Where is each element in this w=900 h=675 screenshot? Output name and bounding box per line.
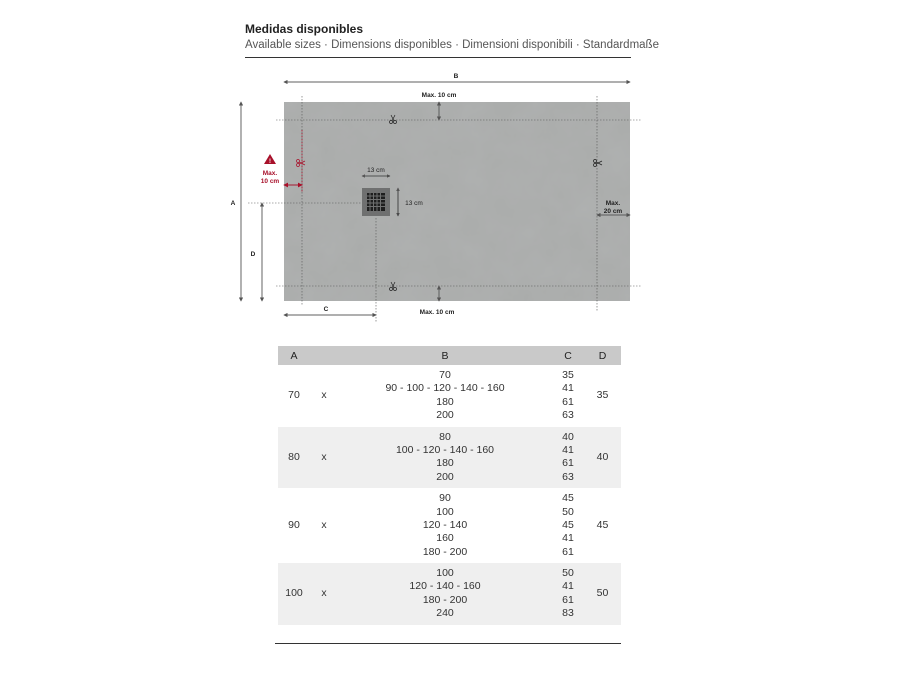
cell-b-list — [338, 365, 552, 427]
table-row — [278, 563, 621, 625]
dimension-a — [231, 102, 241, 301]
cell-b-value: 160 — [436, 532, 454, 545]
cell-c-value: 40 — [562, 430, 574, 443]
cell-x: x — [310, 563, 338, 625]
cell-b-value: 90 - 100 - 120 - 140 - 160 — [385, 382, 505, 395]
table-row — [278, 427, 621, 489]
page-subtitle: Available sizes · Dimensions disponibles · Dimensioni disponibili · Standardmaße — [245, 39, 659, 51]
cell-b-value: 70 — [439, 369, 451, 381]
cell-c-value: 50 — [562, 505, 574, 518]
header-a: A — [278, 346, 310, 365]
table-header — [278, 346, 621, 365]
cell-c-value: 63 — [562, 409, 574, 422]
table-row — [278, 365, 621, 427]
cell-c-value: 41 — [562, 382, 574, 395]
cell-c-value: 61 — [562, 545, 574, 558]
cell-b-value: 120 - 140 — [422, 518, 468, 531]
cell-d: 45 — [596, 518, 609, 531]
cell-c-list — [552, 563, 584, 625]
cell-d: 35 — [596, 389, 609, 402]
cell-b-value: 200 — [436, 470, 454, 483]
cell-a: 90 — [288, 518, 300, 531]
max-right-label-1: Max. — [605, 200, 621, 207]
cell-c-value: 61 — [562, 593, 574, 606]
label-a: A — [230, 200, 236, 207]
cell-c-list — [552, 488, 584, 563]
cell-b-value: 90 — [439, 492, 451, 505]
cell-b-value: 80 — [439, 430, 451, 443]
header-b: B — [338, 346, 552, 365]
label-b: B — [453, 73, 459, 80]
cell-x: x — [321, 389, 327, 402]
cell-c-value: 61 — [562, 395, 574, 408]
max-left-label-1: Max. — [262, 170, 278, 177]
cell-b-list — [338, 563, 552, 625]
cell-b-value: 100 - 120 - 140 - 160 — [395, 443, 495, 456]
cell-x: x — [321, 518, 327, 531]
cell-d: 40 — [584, 427, 621, 489]
cell-c-value: 41 — [562, 443, 574, 456]
label-d: D — [250, 251, 256, 258]
cell-a: 70 — [288, 389, 300, 402]
cell-c-value: 45 — [562, 492, 574, 505]
cell-c-value: 41 — [562, 580, 574, 593]
header-d: D — [584, 346, 621, 365]
max-bottom-label: Max. 10 cm — [419, 309, 455, 316]
cell-b-value: 180 - 200 — [422, 593, 468, 606]
label-c: C — [323, 306, 329, 313]
cell-b-value: 180 — [436, 457, 454, 470]
table-bottom-rule — [275, 643, 621, 644]
cell-c-value: 61 — [562, 457, 574, 470]
dimension-b — [284, 73, 630, 82]
cell-b-value: 100 — [436, 567, 454, 580]
cell-a: 100 — [278, 563, 310, 625]
cell-b-list — [338, 488, 552, 563]
cell-c-value: 41 — [562, 532, 574, 545]
page-title: Medidas disponibles — [245, 22, 364, 36]
max-left-label-2: 10 cm — [260, 178, 280, 185]
cell-b-value: 100 — [436, 505, 454, 518]
drain-height-label: 13 cm — [405, 200, 423, 207]
drain-width-label: 13 cm — [367, 167, 385, 174]
cell-b-value: 120 - 140 - 160 — [409, 580, 481, 593]
cell-c-value: 83 — [562, 607, 574, 620]
cell-c-value: 35 — [562, 369, 574, 381]
cell-c-list — [552, 365, 584, 427]
cell-b-value: 180 - 200 — [422, 545, 468, 558]
cell-b-value: 240 — [436, 607, 454, 620]
cell-c-value: 45 — [562, 518, 574, 531]
header-c: C — [552, 346, 584, 365]
cell-x: x — [310, 427, 338, 489]
cell-b-value: 180 — [436, 395, 454, 408]
cell-b-value: 200 — [436, 409, 454, 422]
cell-c-value: 50 — [562, 567, 574, 580]
cell-c-list — [552, 427, 584, 489]
table-row — [278, 488, 621, 563]
cell-a: 80 — [278, 427, 310, 489]
cell-c-value: 63 — [562, 470, 574, 483]
cell-d: 50 — [584, 563, 621, 625]
dimension-c — [284, 306, 376, 315]
svg-text:!: ! — [269, 159, 271, 165]
max-top-label: Max. 10 cm — [421, 92, 457, 99]
max-right-label-2: 20 cm — [603, 208, 623, 215]
cell-b-list — [338, 427, 552, 489]
sizes-table — [278, 346, 621, 625]
dimension-d — [251, 203, 262, 301]
